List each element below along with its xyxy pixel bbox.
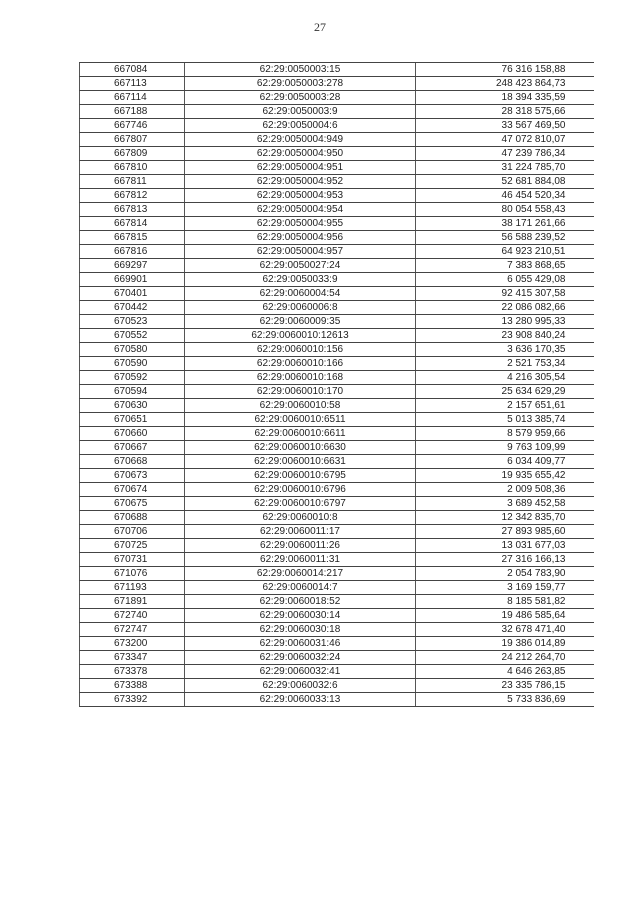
record-number: 667807	[80, 133, 185, 147]
cadastral-number: 62:29:0060032:6	[185, 679, 416, 693]
table-row	[80, 245, 594, 259]
record-number: 670706	[80, 525, 185, 539]
record-number: 667816	[80, 245, 185, 259]
cadastral-value: 25 634 629,29	[416, 385, 594, 399]
cadastral-value: 2 054 783,90	[416, 567, 594, 581]
record-number: 670731	[80, 553, 185, 567]
table-row	[80, 371, 594, 385]
record-number: 667811	[80, 175, 185, 189]
table-row	[80, 77, 594, 91]
table-row	[80, 609, 594, 623]
record-number: 670594	[80, 385, 185, 399]
record-number: 667084	[80, 63, 185, 77]
table-row	[80, 217, 594, 231]
record-number: 670673	[80, 469, 185, 483]
cadastral-value: 7 383 868,65	[416, 259, 594, 273]
cadastral-number: 62:29:0050003:278	[185, 77, 416, 91]
cadastral-number: 62:29:0050033:9	[185, 273, 416, 287]
cadastral-value: 19 486 585,64	[416, 609, 594, 623]
cadastral-number: 62:29:0060030:18	[185, 623, 416, 637]
cadastral-number: 62:29:0060011:17	[185, 525, 416, 539]
record-number: 670580	[80, 343, 185, 357]
cadastral-value: 32 678 471,40	[416, 623, 594, 637]
record-number: 669901	[80, 273, 185, 287]
record-number: 672747	[80, 623, 185, 637]
cadastral-number: 62:29:0060010:168	[185, 371, 416, 385]
record-number: 667809	[80, 147, 185, 161]
cadastral-number: 62:29:0060032:41	[185, 665, 416, 679]
table-row	[80, 469, 594, 483]
table-row	[80, 511, 594, 525]
cadastral-value: 76 316 158,88	[416, 63, 594, 77]
cadastral-value: 19 935 655,42	[416, 469, 594, 483]
table-row	[80, 175, 594, 189]
cadastral-number: 62:29:0060006:8	[185, 301, 416, 315]
cadastral-value: 80 054 558,43	[416, 203, 594, 217]
table-row	[80, 259, 594, 273]
record-number: 670552	[80, 329, 185, 343]
record-number: 673392	[80, 693, 185, 707]
cadastral-number: 62:29:0050004:957	[185, 245, 416, 259]
table-row	[80, 203, 594, 217]
cadastral-value: 24 212 264,70	[416, 651, 594, 665]
cadastral-number: 62:29:0060014:217	[185, 567, 416, 581]
cadastral-number: 62:29:0050004:954	[185, 203, 416, 217]
cadastral-number: 62:29:0060010:58	[185, 399, 416, 413]
cadastral-value: 12 342 835,70	[416, 511, 594, 525]
cadastral-value: 33 567 469,50	[416, 119, 594, 133]
cadastral-number: 62:29:0060010:166	[185, 357, 416, 371]
cadastral-value: 3 636 170,35	[416, 343, 594, 357]
cadastral-value: 22 086 082,66	[416, 301, 594, 315]
table-row	[80, 581, 594, 595]
cadastral-value: 18 394 335,59	[416, 91, 594, 105]
cadastral-value: 13 031 677,03	[416, 539, 594, 553]
cadastral-value: 8 185 581,82	[416, 595, 594, 609]
record-number: 670442	[80, 301, 185, 315]
cadastral-number: 62:29:0060009:35	[185, 315, 416, 329]
record-number: 670592	[80, 371, 185, 385]
cadastral-value: 47 239 786,34	[416, 147, 594, 161]
record-number: 670725	[80, 539, 185, 553]
record-number: 667813	[80, 203, 185, 217]
record-number: 667810	[80, 161, 185, 175]
record-number: 667114	[80, 91, 185, 105]
cadastral-value: 23 908 840,24	[416, 329, 594, 343]
cadastral-value: 38 171 261,66	[416, 217, 594, 231]
cadastral-value: 31 224 785,70	[416, 161, 594, 175]
table-row	[80, 651, 594, 665]
cadastral-number: 62:29:0060010:6796	[185, 483, 416, 497]
table-row	[80, 427, 594, 441]
cadastral-value: 5 013 385,74	[416, 413, 594, 427]
record-number: 670688	[80, 511, 185, 525]
cadastral-number: 62:29:0050003:9	[185, 105, 416, 119]
table-row	[80, 595, 594, 609]
cadastral-value: 2 009 508,36	[416, 483, 594, 497]
cadastral-number: 62:29:0050003:28	[185, 91, 416, 105]
table-body	[80, 63, 594, 707]
table-row	[80, 679, 594, 693]
cadastral-number: 62:29:0060030:14	[185, 609, 416, 623]
cadastral-number: 62:29:0050004:951	[185, 161, 416, 175]
cadastral-value: 4 216 305,54	[416, 371, 594, 385]
table-row	[80, 91, 594, 105]
record-number: 673347	[80, 651, 185, 665]
record-number: 671193	[80, 581, 185, 595]
table-row	[80, 133, 594, 147]
table-row	[80, 665, 594, 679]
cadastral-value: 5 733 836,69	[416, 693, 594, 707]
record-number: 667815	[80, 231, 185, 245]
record-number: 670523	[80, 315, 185, 329]
cadastral-number: 62:29:0060010:6611	[185, 427, 416, 441]
table-row	[80, 343, 594, 357]
table-row	[80, 567, 594, 581]
cadastral-number: 62:29:0060004:54	[185, 287, 416, 301]
cadastral-value: 9 763 109,99	[416, 441, 594, 455]
table-row	[80, 189, 594, 203]
record-number: 670590	[80, 357, 185, 371]
cadastral-value: 47 072 810,07	[416, 133, 594, 147]
cadastral-number: 62:29:0060031:46	[185, 637, 416, 651]
record-number: 671891	[80, 595, 185, 609]
record-number: 670651	[80, 413, 185, 427]
cadastral-value: 27 316 166,13	[416, 553, 594, 567]
record-number: 670667	[80, 441, 185, 455]
cadastral-value: 64 923 210,51	[416, 245, 594, 259]
record-number: 669297	[80, 259, 185, 273]
record-number: 667188	[80, 105, 185, 119]
table-row	[80, 623, 594, 637]
cadastral-value: 3 169 159,77	[416, 581, 594, 595]
cadastral-number: 62:29:0050003:15	[185, 63, 416, 77]
record-number: 670660	[80, 427, 185, 441]
cadastral-value: 2 521 753,34	[416, 357, 594, 371]
cadastral-number: 62:29:0050027:24	[185, 259, 416, 273]
record-number: 667814	[80, 217, 185, 231]
record-number: 667812	[80, 189, 185, 203]
cadastral-value: 13 280 995,33	[416, 315, 594, 329]
record-number: 673200	[80, 637, 185, 651]
cadastral-number: 62:29:0060010:170	[185, 385, 416, 399]
record-number: 667113	[80, 77, 185, 91]
table-row	[80, 147, 594, 161]
record-number: 670668	[80, 455, 185, 469]
record-number: 667746	[80, 119, 185, 133]
table-row	[80, 553, 594, 567]
cadastral-number: 62:29:0050004:953	[185, 189, 416, 203]
cadastral-number: 62:29:0060010:6797	[185, 497, 416, 511]
table-row	[80, 161, 594, 175]
cadastral-number: 62:29:0060010:6795	[185, 469, 416, 483]
table-row	[80, 497, 594, 511]
table-row	[80, 399, 594, 413]
cadastral-number: 62:29:0060018:52	[185, 595, 416, 609]
cadastral-value: 248 423 864,73	[416, 77, 594, 91]
table-row	[80, 455, 594, 469]
record-number: 672740	[80, 609, 185, 623]
cadastral-number: 62:29:0060014:7	[185, 581, 416, 595]
table-row	[80, 301, 594, 315]
table-row	[80, 273, 594, 287]
cadastral-number: 62:29:0060033:13	[185, 693, 416, 707]
table-row	[80, 525, 594, 539]
cadastral-value: 19 386 014,89	[416, 637, 594, 651]
cadastral-number: 62:29:0050004:6	[185, 119, 416, 133]
cadastral-table	[79, 62, 594, 707]
cadastral-value: 3 689 452,58	[416, 497, 594, 511]
table-row	[80, 315, 594, 329]
cadastral-number: 62:29:0060011:26	[185, 539, 416, 553]
cadastral-number: 62:29:0060010:6630	[185, 441, 416, 455]
cadastral-value: 23 335 786,15	[416, 679, 594, 693]
cadastral-number: 62:29:0060010:6631	[185, 455, 416, 469]
cadastral-value: 28 318 575,66	[416, 105, 594, 119]
table-row	[80, 231, 594, 245]
record-number: 670674	[80, 483, 185, 497]
table-row	[80, 385, 594, 399]
cadastral-value: 6 034 409,77	[416, 455, 594, 469]
cadastral-value: 52 681 884,08	[416, 175, 594, 189]
table-row	[80, 483, 594, 497]
cadastral-value: 2 157 651,61	[416, 399, 594, 413]
cadastral-value: 92 415 307,58	[416, 287, 594, 301]
cadastral-number: 62:29:0060010:8	[185, 511, 416, 525]
cadastral-number: 62:29:0050004:949	[185, 133, 416, 147]
cadastral-number: 62:29:0060010:6511	[185, 413, 416, 427]
table-row	[80, 105, 594, 119]
cadastral-value: 6 055 429,08	[416, 273, 594, 287]
record-number: 673388	[80, 679, 185, 693]
cadastral-value: 8 579 959,66	[416, 427, 594, 441]
table-row	[80, 287, 594, 301]
table-row	[80, 63, 594, 77]
record-number: 673378	[80, 665, 185, 679]
record-number: 670630	[80, 399, 185, 413]
cadastral-number: 62:29:0060032:24	[185, 651, 416, 665]
table-row	[80, 693, 594, 707]
table-row	[80, 329, 594, 343]
cadastral-value: 4 646 263,85	[416, 665, 594, 679]
page-number: 27	[314, 20, 326, 34]
record-number: 670401	[80, 287, 185, 301]
cadastral-number: 62:29:0060010:156	[185, 343, 416, 357]
cadastral-number: 62:29:0050004:950	[185, 147, 416, 161]
cadastral-value: 46 454 520,34	[416, 189, 594, 203]
cadastral-number: 62:29:0050004:955	[185, 217, 416, 231]
cadastral-number: 62:29:0050004:952	[185, 175, 416, 189]
table-row	[80, 441, 594, 455]
cadastral-value: 27 893 985,60	[416, 525, 594, 539]
table-row	[80, 637, 594, 651]
cadastral-value: 56 588 239,52	[416, 231, 594, 245]
cadastral-number: 62:29:0060010:12613	[185, 329, 416, 343]
record-number: 671076	[80, 567, 185, 581]
table-row	[80, 413, 594, 427]
table-row	[80, 539, 594, 553]
table-row	[80, 357, 594, 371]
record-number: 670675	[80, 497, 185, 511]
cadastral-number: 62:29:0060011:31	[185, 553, 416, 567]
cadastral-number: 62:29:0050004:956	[185, 231, 416, 245]
table-row	[80, 119, 594, 133]
